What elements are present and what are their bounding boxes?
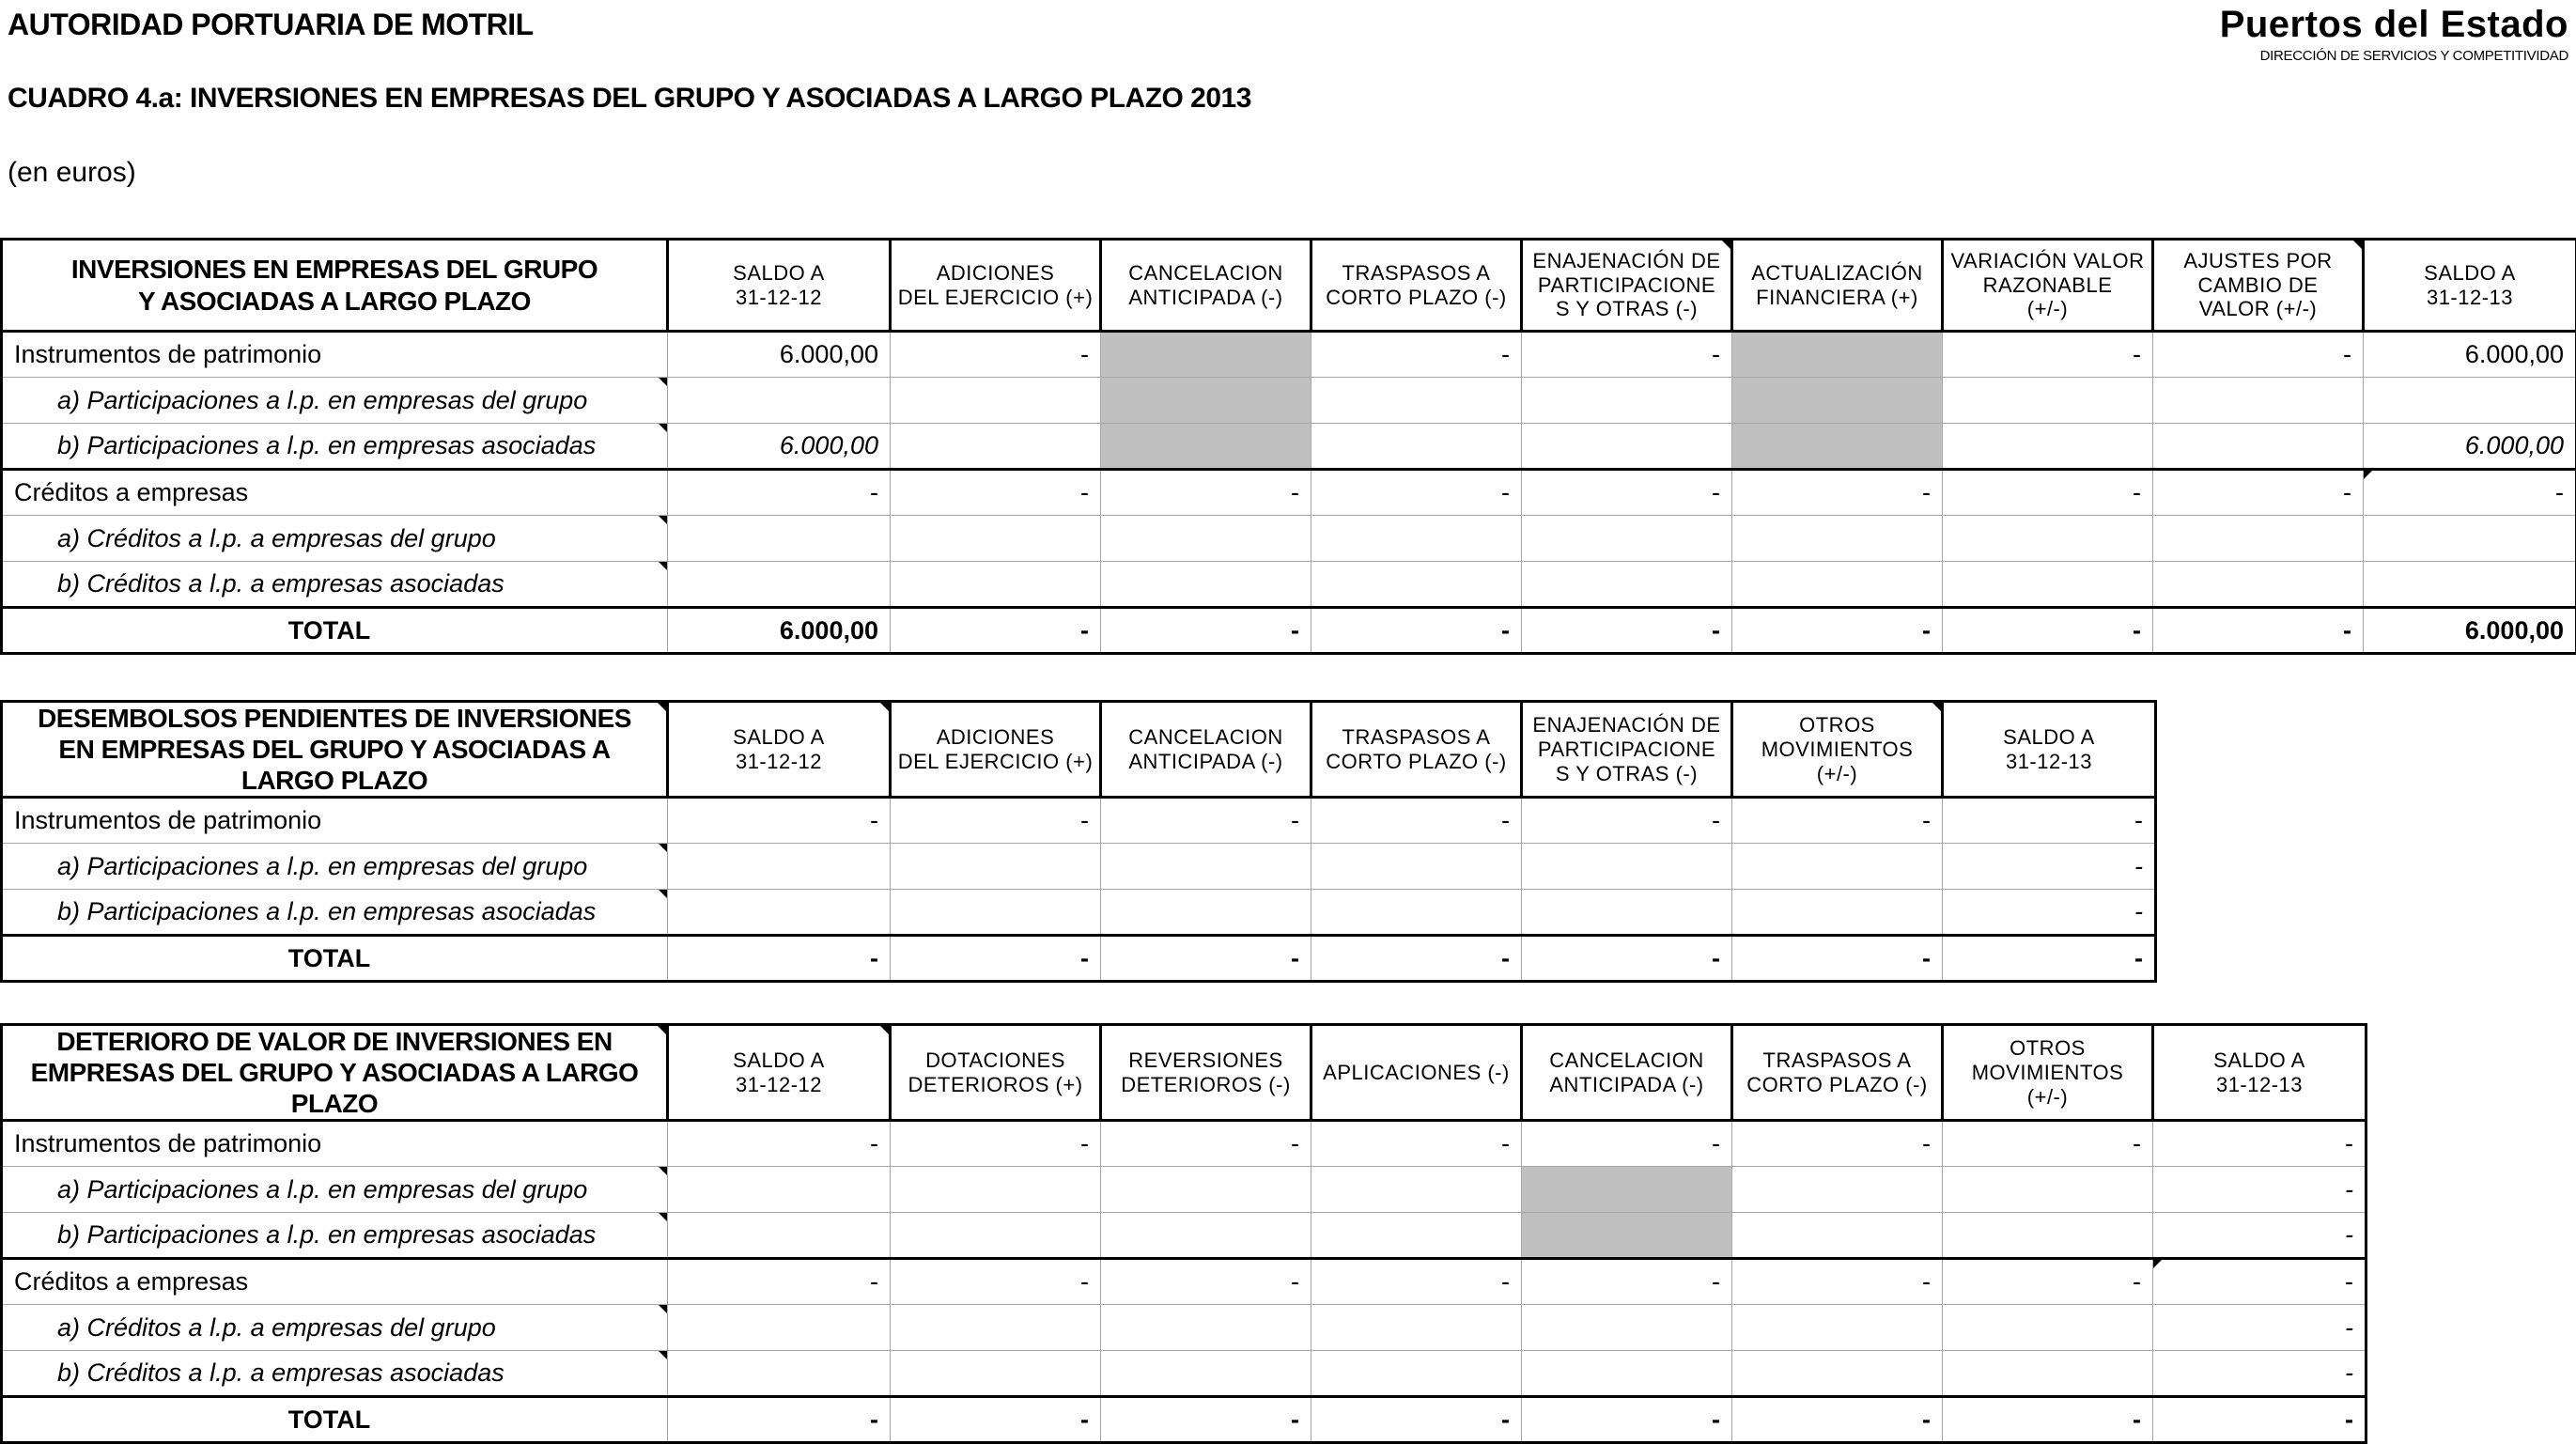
row-label: Instrumentos de patrimonio xyxy=(2,332,668,378)
table-row xyxy=(2,1213,2367,1259)
table-row xyxy=(2,332,2576,378)
table-cell: - xyxy=(891,798,1101,844)
table-cell: - xyxy=(1101,1397,1311,1443)
table-cell xyxy=(668,1351,891,1397)
table-row xyxy=(2,516,2576,562)
column-header-saldo-a: SALDO A 31-12-13 xyxy=(1943,702,2156,798)
row-label: b) Participaciones a l.p. en empresas asociadas xyxy=(2,890,668,936)
table-cell: - xyxy=(2153,608,2364,654)
table-cell: - xyxy=(2153,332,2364,378)
table-cell xyxy=(668,844,891,890)
table-cell xyxy=(1732,844,1943,890)
table-cell xyxy=(891,424,1101,470)
table-cell: 6.000,00 xyxy=(2364,608,2576,654)
table-row xyxy=(2,890,2156,936)
table-cell: - xyxy=(2153,470,2364,516)
table-cell xyxy=(668,890,891,936)
row-label: b) Participaciones a l.p. en empresas asociadas xyxy=(2,1213,668,1259)
table-cell: - xyxy=(1311,1397,1522,1443)
table-cell: - xyxy=(1943,1397,2153,1443)
table-cell: - xyxy=(1522,470,1732,516)
table-cell xyxy=(1943,1213,2153,1259)
table-cell xyxy=(1522,378,1732,424)
column-header-dotaciones: DOTACIONES DETERIOROS (+) xyxy=(891,1025,1101,1121)
page-title: CUADRO 4.a: INVERSIONES EN EMPRESAS DEL GRUPO Y ASOCIADAS A LARGO PLAZO 2013 xyxy=(8,83,1251,115)
column-header-traspasos-a: TRASPASOS A CORTO PLAZO (-) xyxy=(1311,240,1522,332)
table-cell: - xyxy=(2153,1259,2367,1305)
column-header-cancelacion: CANCELACION ANTICIPADA (-) xyxy=(1101,702,1311,798)
impairment-table xyxy=(0,1023,2367,1444)
row-label: TOTAL xyxy=(2,936,668,982)
column-header-otros: OTROS MOVIMIENTOS (+/-) xyxy=(1732,702,1943,798)
table-cell: - xyxy=(668,1259,891,1305)
table-cell: - xyxy=(891,936,1101,982)
table-cell xyxy=(1311,890,1522,936)
table-cell: 6.000,00 xyxy=(2364,332,2576,378)
table-row xyxy=(2,1259,2367,1305)
row-label: a) Créditos a l.p. a empresas del grupo xyxy=(2,1305,668,1351)
table-cell xyxy=(1732,332,1943,378)
table-cell xyxy=(1522,1167,1732,1213)
table-cell: - xyxy=(1101,608,1311,654)
table-cell xyxy=(1732,562,1943,608)
pending-disbursements-table xyxy=(0,700,2157,983)
table-cell: - xyxy=(1522,1121,1732,1167)
table-cell xyxy=(2364,516,2576,562)
table-cell xyxy=(2153,378,2364,424)
column-header-traspasos-a: TRASPASOS A CORTO PLAZO (-) xyxy=(1311,702,1522,798)
table-cell xyxy=(1943,562,2153,608)
total-row xyxy=(2,1397,2367,1443)
row-label: b) Participaciones a l.p. en empresas asociadas xyxy=(2,424,668,470)
table-cell: - xyxy=(668,936,891,982)
table-cell: - xyxy=(2153,1213,2367,1259)
row-label: Créditos a empresas xyxy=(2,470,668,516)
table-row xyxy=(2,424,2576,470)
table-cell: - xyxy=(1101,798,1311,844)
table-cell: - xyxy=(1732,608,1943,654)
column-header-enajenacion-de: ENAJENACIÓN DE PARTICIPACIONE S Y OTRAS (-) xyxy=(1522,702,1732,798)
total-row xyxy=(2,936,2156,982)
column-header-adiciones: ADICIONES DEL EJERCICIO (+) xyxy=(891,702,1101,798)
table-cell xyxy=(891,1351,1101,1397)
table-cell: - xyxy=(668,470,891,516)
table-cell xyxy=(891,844,1101,890)
table-cell: - xyxy=(1943,844,2156,890)
table-cell xyxy=(1943,1167,2153,1213)
table-cell xyxy=(1943,1351,2153,1397)
table-cell: - xyxy=(1732,1259,1943,1305)
table-cell: - xyxy=(1943,470,2153,516)
table-cell: - xyxy=(1732,936,1943,982)
table-cell: 6.000,00 xyxy=(668,608,891,654)
table-cell xyxy=(1101,1305,1311,1351)
table-cell xyxy=(1522,1351,1732,1397)
table-cell xyxy=(891,890,1101,936)
table-cell xyxy=(1311,562,1522,608)
table-cell: 6.000,00 xyxy=(668,424,891,470)
table-cell: 6.000,00 xyxy=(668,332,891,378)
table-cell: - xyxy=(2364,470,2576,516)
table-cell xyxy=(891,378,1101,424)
column-header-deterioro-de-valor-de-inversiones-en-empresas-del-grupo-y-asociadas-a-largo-plazo: DETERIORO DE VALOR DE INVERSIONES EN EMPRESAS DEL GRUPO Y ASOCIADAS A LARGO PLAZO xyxy=(2,1025,668,1121)
table-row xyxy=(2,1167,2367,1213)
table-cell: - xyxy=(2153,1351,2367,1397)
row-label: TOTAL xyxy=(2,608,668,654)
table-row xyxy=(2,844,2156,890)
table-cell: - xyxy=(891,332,1101,378)
column-header-saldo-a: SALDO A 31-12-13 xyxy=(2153,1025,2367,1121)
table-cell xyxy=(891,1167,1101,1213)
table-cell xyxy=(1311,1351,1522,1397)
column-header-aplicaciones: APLICACIONES (-) xyxy=(1311,1025,1522,1121)
table-cell: - xyxy=(1311,1259,1522,1305)
table-cell xyxy=(1732,1167,1943,1213)
table-row xyxy=(2,470,2576,516)
row-label: b) Créditos a l.p. a empresas asociadas xyxy=(2,562,668,608)
table-cell: - xyxy=(1943,608,2153,654)
table-cell: - xyxy=(1311,936,1522,982)
table-cell: - xyxy=(1522,608,1732,654)
table-cell xyxy=(2153,516,2364,562)
table-header-row xyxy=(2,1025,2367,1121)
total-row xyxy=(2,608,2576,654)
table-row xyxy=(2,1121,2367,1167)
table-cell: - xyxy=(2153,1397,2367,1443)
table-cell: - xyxy=(1101,936,1311,982)
column-header-cancelacion: CANCELACION ANTICIPADA (-) xyxy=(1522,1025,1732,1121)
table-cell: - xyxy=(1943,798,2156,844)
table-cell xyxy=(1732,516,1943,562)
table-cell: - xyxy=(1732,798,1943,844)
organization-name: AUTORIDAD PORTUARIA DE MOTRIL xyxy=(8,8,534,42)
table-cell xyxy=(1732,424,1943,470)
table-cell: - xyxy=(1522,332,1732,378)
table-cell xyxy=(1732,1213,1943,1259)
column-header-otros: OTROS MOVIMIENTOS (+/-) xyxy=(1943,1025,2153,1121)
table-cell: - xyxy=(1732,470,1943,516)
table-cell xyxy=(2364,378,2576,424)
table-cell: - xyxy=(1732,1397,1943,1443)
brand-block xyxy=(2220,4,2568,64)
brand-subtitle: DIRECCIÓN DE SERVICIOS Y COMPETITIVIDAD xyxy=(2220,48,2568,64)
table-cell: - xyxy=(891,470,1101,516)
row-label: a) Participaciones a l.p. en empresas del grupo xyxy=(2,378,668,424)
table-cell: - xyxy=(1943,332,2153,378)
table-cell xyxy=(1522,1305,1732,1351)
table-cell xyxy=(1101,332,1311,378)
table-cell: - xyxy=(668,1397,891,1443)
table-cell: - xyxy=(1311,1121,1522,1167)
table-header-row xyxy=(2,240,2576,332)
table-cell xyxy=(1522,1213,1732,1259)
table-cell xyxy=(1101,890,1311,936)
column-header-ajustes-por: AJUSTES POR CAMBIO DE VALOR (+/-) xyxy=(2153,240,2364,332)
table-cell xyxy=(891,562,1101,608)
table-cell xyxy=(1522,890,1732,936)
table-row xyxy=(2,378,2576,424)
table-cell xyxy=(1732,890,1943,936)
table-cell: 6.000,00 xyxy=(2364,424,2576,470)
table-cell xyxy=(1943,516,2153,562)
table-cell: - xyxy=(891,608,1101,654)
table-cell: - xyxy=(1101,1121,1311,1167)
table-cell xyxy=(1522,424,1732,470)
table-cell: - xyxy=(1311,608,1522,654)
table-cell: - xyxy=(1101,1259,1311,1305)
table-cell: - xyxy=(668,798,891,844)
table-cell xyxy=(1311,1213,1522,1259)
table-cell: - xyxy=(1311,798,1522,844)
table-cell: - xyxy=(1943,1259,2153,1305)
table-cell xyxy=(1101,1351,1311,1397)
table-cell: - xyxy=(891,1121,1101,1167)
table-cell xyxy=(668,378,891,424)
table-cell xyxy=(1101,562,1311,608)
column-header-enajenacion-de: ENAJENACIÓN DE PARTICIPACIONE S Y OTRAS (-) xyxy=(1522,240,1732,332)
table-cell: - xyxy=(2153,1121,2367,1167)
table-row xyxy=(2,562,2576,608)
table-cell: - xyxy=(1101,470,1311,516)
investments-table xyxy=(0,238,2576,655)
column-header-saldo-a: SALDO A 31-12-12 xyxy=(668,702,891,798)
table-cell: - xyxy=(1943,936,2156,982)
table-cell xyxy=(1311,378,1522,424)
table-row xyxy=(2,1305,2367,1351)
column-header-desembolsos-pendientes-de-inversiones-en-empresas-del-grupo-y-asociadas-a-largo-plazo: DESEMBOLSOS PENDIENTES DE INVERSIONES EN EMPRESAS DEL GRUPO Y ASOCIADAS A LARGO PLAZO xyxy=(2,702,668,798)
table-cell: - xyxy=(1732,1121,1943,1167)
table-cell xyxy=(1732,378,1943,424)
column-header-saldo-a: SALDO A 31-12-13 xyxy=(2364,240,2576,332)
row-label: Instrumentos de patrimonio xyxy=(2,1121,668,1167)
column-header-cancelacion: CANCELACION ANTICIPADA (-) xyxy=(1101,240,1311,332)
table-cell xyxy=(2153,424,2364,470)
table-cell xyxy=(2364,562,2576,608)
table-cell xyxy=(891,516,1101,562)
table-cell xyxy=(1732,1351,1943,1397)
table-cell xyxy=(1311,424,1522,470)
table-cell xyxy=(1311,1167,1522,1213)
column-header-inversiones-en-empresas-del-grupo: INVERSIONES EN EMPRESAS DEL GRUPO Y ASOCIADAS A LARGO PLAZO xyxy=(2,240,668,332)
column-header-saldo-a: SALDO A 31-12-12 xyxy=(668,1025,891,1121)
table-cell xyxy=(1522,844,1732,890)
table-cell xyxy=(1943,378,2153,424)
row-label: a) Créditos a l.p. a empresas del grupo xyxy=(2,516,668,562)
table-cell xyxy=(1101,424,1311,470)
table-cell xyxy=(668,562,891,608)
table-cell: - xyxy=(1943,1121,2153,1167)
table-cell xyxy=(1311,844,1522,890)
row-label: TOTAL xyxy=(2,1397,668,1443)
column-header-saldo-a: SALDO A 31-12-12 xyxy=(668,240,891,332)
table-cell xyxy=(2153,562,2364,608)
table-cell: - xyxy=(2153,1305,2367,1351)
table-cell: - xyxy=(1311,470,1522,516)
table-cell xyxy=(1311,1305,1522,1351)
table-cell xyxy=(668,1167,891,1213)
table-row xyxy=(2,798,2156,844)
brand-logo-text: Puertos del Estado xyxy=(2220,4,2568,46)
table-cell xyxy=(1943,424,2153,470)
table-cell xyxy=(1522,562,1732,608)
row-label: b) Créditos a l.p. a empresas asociadas xyxy=(2,1351,668,1397)
table-cell xyxy=(1101,1213,1311,1259)
table-cell: - xyxy=(1943,890,2156,936)
row-label: a) Participaciones a l.p. en empresas del grupo xyxy=(2,1167,668,1213)
currency-note: (en euros) xyxy=(8,157,136,189)
row-label: a) Participaciones a l.p. en empresas del grupo xyxy=(2,844,668,890)
table-cell xyxy=(1101,844,1311,890)
table-cell xyxy=(1522,516,1732,562)
row-label: Créditos a empresas xyxy=(2,1259,668,1305)
table-cell: - xyxy=(1522,1397,1732,1443)
column-header-traspasos-a: TRASPASOS A CORTO PLAZO (-) xyxy=(1732,1025,1943,1121)
table-cell: - xyxy=(891,1259,1101,1305)
table-cell: - xyxy=(1522,798,1732,844)
table-cell xyxy=(668,1305,891,1351)
column-header-actualizacion: ACTUALIZACIÓN FINANCIERA (+) xyxy=(1732,240,1943,332)
table-header-row xyxy=(2,702,2156,798)
table-cell xyxy=(1943,1305,2153,1351)
table-cell xyxy=(891,1213,1101,1259)
table-cell xyxy=(668,1213,891,1259)
table-row xyxy=(2,1351,2367,1397)
table-cell xyxy=(891,1305,1101,1351)
table-cell xyxy=(668,516,891,562)
table-cell: - xyxy=(668,1121,891,1167)
table-cell: - xyxy=(1522,936,1732,982)
table-cell xyxy=(1311,516,1522,562)
table-cell xyxy=(1101,516,1311,562)
table-cell: - xyxy=(891,1397,1101,1443)
column-header-reversiones: REVERSIONES DETERIOROS (-) xyxy=(1101,1025,1311,1121)
table-cell xyxy=(1101,378,1311,424)
table-cell: - xyxy=(1522,1259,1732,1305)
table-cell: - xyxy=(2153,1167,2367,1213)
column-header-adiciones: ADICIONES DEL EJERCICIO (+) xyxy=(891,240,1101,332)
table-cell: - xyxy=(1311,332,1522,378)
column-header-variacion-valor: VARIACIÓN VALOR RAZONABLE (+/-) xyxy=(1943,240,2153,332)
table-cell xyxy=(1101,1167,1311,1213)
row-label: Instrumentos de patrimonio xyxy=(2,798,668,844)
table-cell xyxy=(1732,1305,1943,1351)
